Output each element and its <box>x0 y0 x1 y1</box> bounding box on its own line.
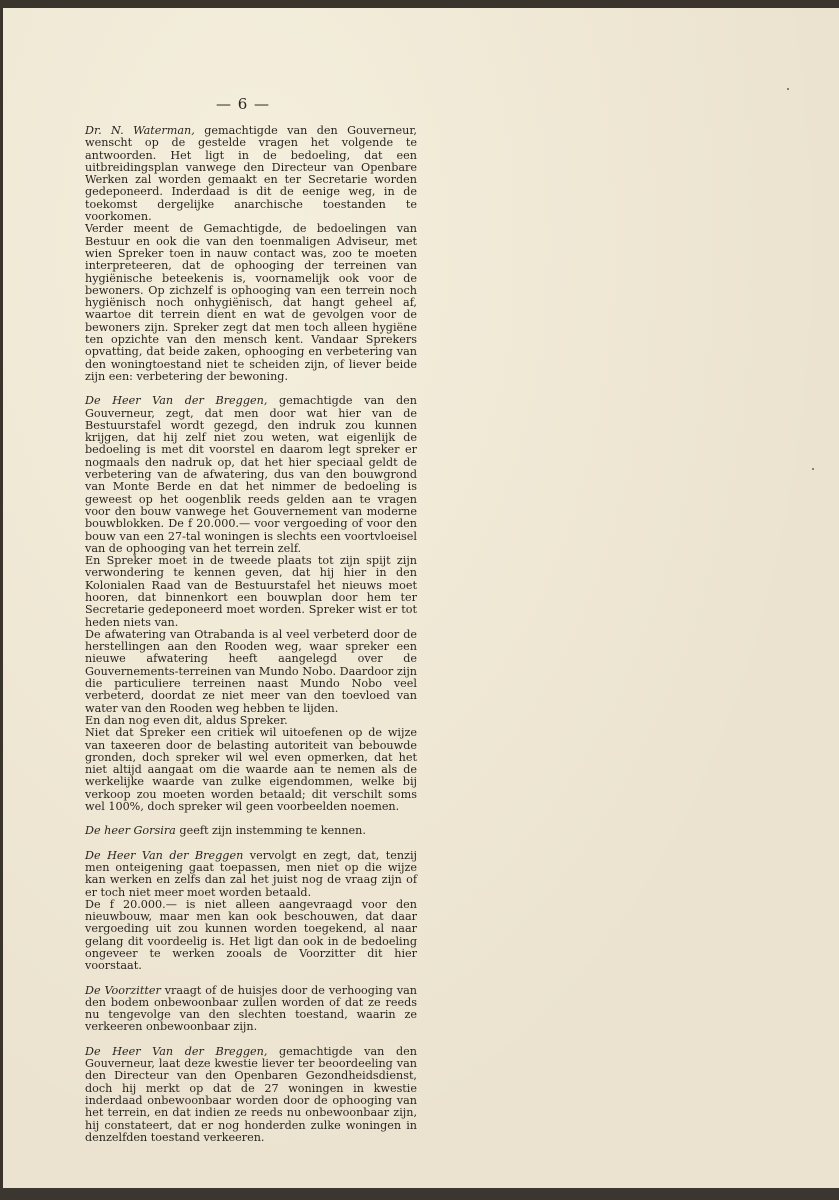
paragraph-text-block <box>85 899 417 973</box>
paragraph-text: De afwatering van Otrabanda is al veel verbeterd door de herstellingen aan den Rooden weg, waar spreker een nieuwe afwatering heeft aangelegd over de Gouvernements-terreinen van Mundo Nobo. Daardoor zijn die particuliere terreinen naast Mundo Nobo veel verbeterd, doordat ze niet meer van den toevloed van water van den Rooden weg hebben te lijden. <box>85 627 417 715</box>
paragraph-gorsira <box>85 825 417 837</box>
text-column <box>85 125 417 1144</box>
speaker-name: Dr. N. Waterman, <box>85 124 195 137</box>
speaker-name: De Heer Van der Breggen <box>85 848 244 862</box>
speaker-name: De heer Gorsira <box>85 824 176 838</box>
speaker-name: De Heer Van der Breggen, <box>85 1044 268 1058</box>
paragraph-text-block <box>85 555 417 629</box>
paragraph-text: Niet dat Spreker een critiek wil uitoefenen op de wijze van taxeeren door de belasting autoriteit van bebouwde gronden, doch spreker wil wel even opmerken, dat het niet altijd aangaat om die waarde aan te nemen als de werkelijke waarde van zulke eigendommen, welke bij verkoop zou moeten worden betaald; dit verschilt soms wel 100%, doch spreker wil geen voorbeelden noemen. <box>85 726 417 814</box>
paragraph-text-block <box>85 629 417 715</box>
paragraph-text: De f 20.000.— is niet alleen aangevraagd voor den nieuwbouw, maar men kan ook beschouwen, dat daar vergoeding uit zou kunnen worden toegekend, al naar gelang dit voordeelig is. Het ligt dan ook in de bedoeling ongeveer te werken zooals de Voorzitter dit hier voorstaat. <box>85 897 417 973</box>
paragraph-text-block <box>85 727 417 813</box>
scan-bottom-edge <box>0 1188 839 1200</box>
paragraph-text: gemachtigde van den Gouverneur, wenscht op de gestelde vragen het volgende te antwoorden. Het ligt in de bedoeling, dat een uitbreidingsplan vanwege den Directeur van Openbare Werken zal worden gemaakt en ter Secretarie worden gedeponeerd. Inderdaad is dit de eenige weg, in de toekomst dergelijke anarchische toestanden te voorkomen. <box>85 124 417 224</box>
paragraph-van-der-breggen <box>85 1046 417 1144</box>
paragraph-text: vraagt of de huisjes door de verhooging van den bodem onbewoonbaar zullen worden of dat ze reeds nu tengevolge van den slechten toestand, waarin ze verkeeren onbewoonbaar zijn. <box>85 983 418 1034</box>
page-number: — 6 — <box>215 95 271 113</box>
paragraph-text: gemachtigde van den Gouverneur, zegt, dat men door wat hier van de Bestuurstafel wordt gezegd, den indruk zou kunnen krijgen, dat hij zelf niet zou weten, wat eigenlijk de bedoeling is met dit voorstel en daarom legt spreker er nogmaals den nadruk op, dat het hier speciaal geldt de verbetering van de afwatering, dus van den bouwgrond van Monte Berde en dat het nimmer de bedoeling is geweest op het oogenblik reeds gelden aan te vragen voor den bouw vanwege het Gouvernement van moderne bouwblokken. De f 20.000.— voor vergoeding of voor den bouw van een 27-tal woningen is slechts een voortvloeisel van de ophooging van het terrein zelf. <box>85 394 417 555</box>
paragraph-text: En Spreker moet in de tweede plaats tot zijn spijt zijn verwondering te kennen geven, dat hij hier in den Kolonialen Raad van de Bestuurstafel het nieuws moet hooren, dat binnenkort een bouwplan door hem ter Secretarie gedeponeerd moet worden. Spreker wist er tot heden niets van. <box>85 554 417 629</box>
paragraph-voorzitter <box>85 985 417 1034</box>
paragraph-text: Verder meent de Gemachtigde, de bedoelingen van Bestuur en ook die van den toenmaligen Adviseur, met wien Spreker toen in nauw contact was, zoo te moeten interpreteeren, dat de ophooging der terreinen van hygiënische beteekenis is, voornamelijk ook voor de bewoners. Op zichzelf is ophooging van een terrein noch hygiënisch noch onhygiënisch, dat hangt geheel af, waartoe dit terrein dient en wat de gevolgen voor de bewoners zijn. Spreker zegt dat men toch alleen hygiëne ten opzichte van den mensch kent. Vandaar Sprekers opvatting, dat beide zaken, ophooging en verbetering van den woningtoestand niet te scheiden zijn, of liever beide zijn een: verbetering der bewoning. <box>85 222 417 383</box>
paragraph-text: geeft zijn instemming te kennen. <box>179 824 366 838</box>
speaker-name: De Voorzitter <box>85 983 161 997</box>
paragraph-text-block <box>85 223 417 383</box>
paragraph-waterman <box>85 125 417 223</box>
paragraph-text: gemachtigde van den Gouverneur, laat deze kwestie liever ter beoordeeling van den Directeur van den Openbaren Gezondheidsdienst, doch hij merkt op dat de 27 woningen in kwestie inderdaad onbewoonbaar worden door de ophooging van het terrein, en dat indien ze reeds nu onbewoonbaar zijn, hij constateert, dat er nog honderden zulke woningen in denzelfden toestand verkeeren. <box>85 1044 417 1144</box>
paragraph-text: vervolgt en zegt, dat, tenzij men onteigening gaat toepassen, men niet op die wijze kan werken en zelfs dan zal het juist nog de vraag zijn of er toch niet meer moet worden betaald. <box>85 848 418 899</box>
paragraph-van-der-breggen <box>85 395 417 555</box>
paragraph-text: En dan nog even dit, aldus Spreker. <box>85 713 288 727</box>
paragraph-van-der-breggen <box>85 850 417 899</box>
paper-speck <box>787 88 789 90</box>
speaker-name: De Heer Van der Breggen, <box>85 394 268 408</box>
paper-speck <box>812 468 814 470</box>
